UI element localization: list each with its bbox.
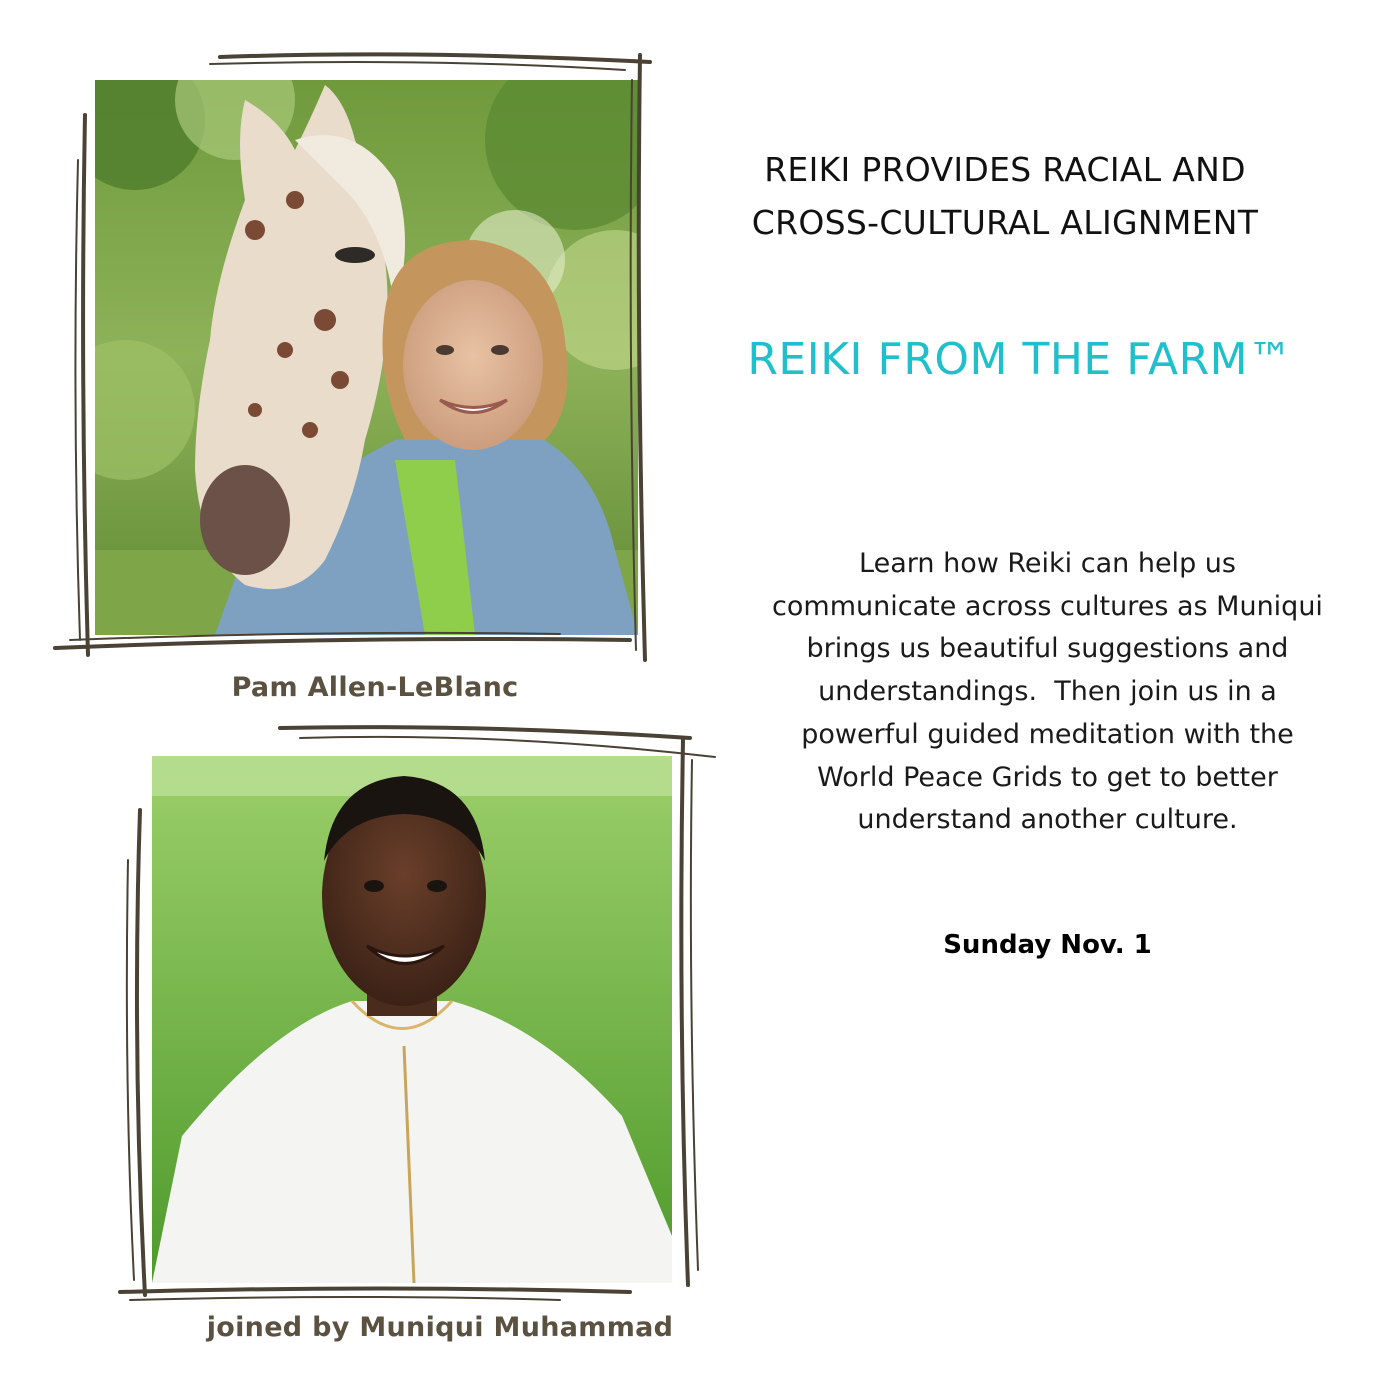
guest-photo [152, 756, 672, 1283]
description [715, 543, 1380, 842]
guest-name-caption: joined by Muniqui Muhammad [206, 1312, 674, 1343]
description-line: understand another culture. [857, 804, 1238, 836]
description-line: communicate across cultures as Muniqui [772, 590, 1323, 622]
description-line: World Peace Grids to get to better [817, 761, 1278, 793]
headline [690, 143, 1320, 249]
brand-title: REIKI FROM THE FARM™ [747, 334, 1293, 385]
description-line: powerful guided meditation with the [801, 718, 1294, 750]
headline-line-2: CROSS-CULTURAL ALIGNMENT [751, 203, 1259, 242]
description-line: Learn how Reiki can help us [859, 548, 1236, 579]
description-line: understandings. Then join us in a [818, 676, 1277, 708]
host-photo [95, 80, 638, 635]
host-name-caption: Pam Allen-LeBlanc [231, 672, 519, 703]
headline-line-1: REIKI PROVIDES RACIAL AND [764, 150, 1246, 189]
description-line: brings us beautiful suggestions and [806, 633, 1289, 665]
event-date: Sunday Nov. 1 [943, 930, 1152, 960]
